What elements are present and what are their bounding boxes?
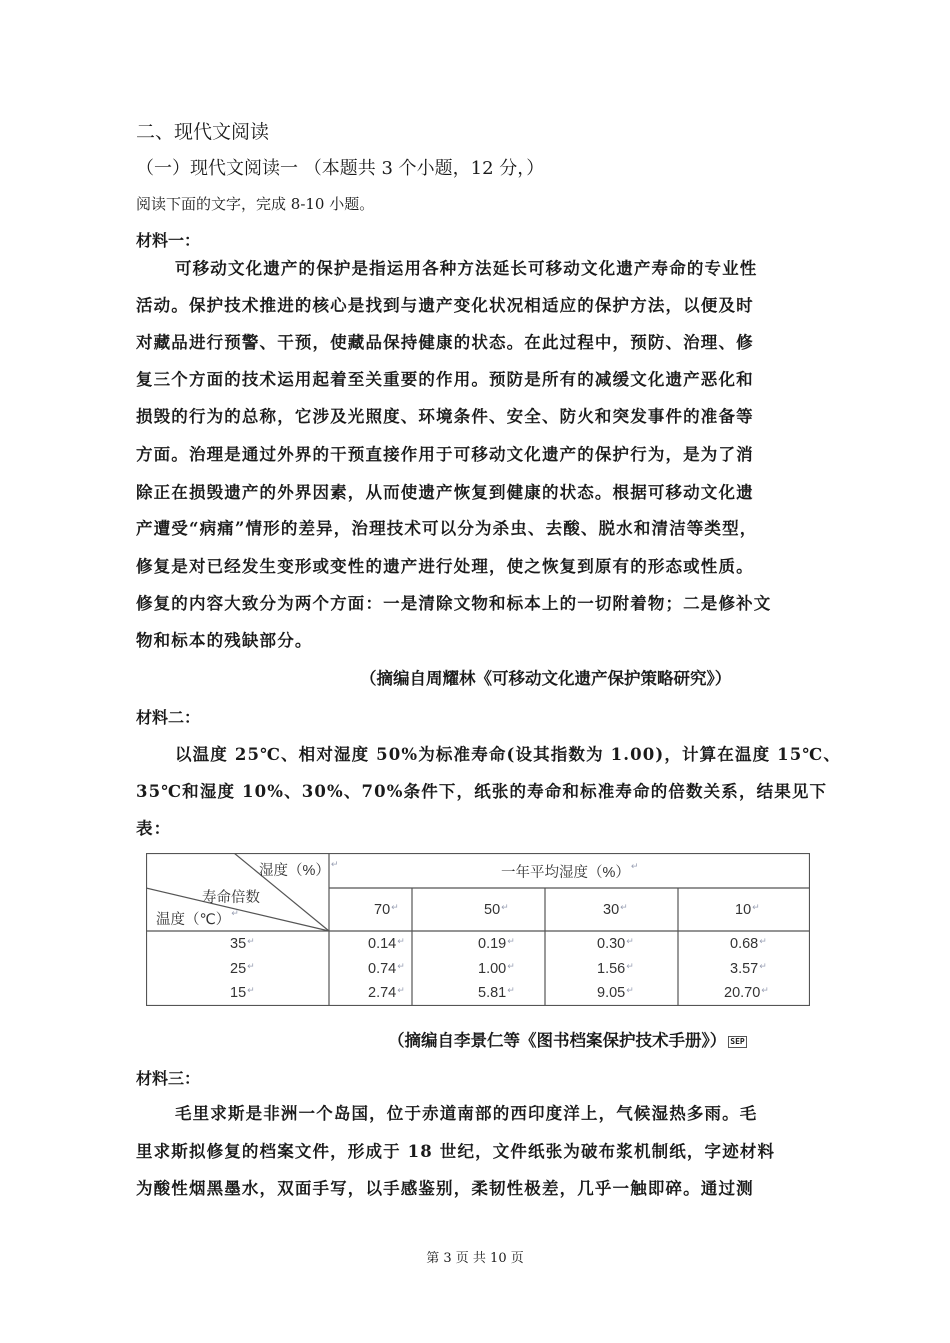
material1-label: 材料一： [136, 231, 201, 250]
paper-life-table [146, 853, 810, 1006]
temp-cell: 15↵ [230, 985, 255, 1001]
material3-line: 里求斯拟修复的档案文件，形成于 18 世纪，文件纸张为破布浆机制纸，字迹材料 [136, 1142, 776, 1161]
material1-line: 方面。治理是通过外界的干预直接作用于可移动文化遗产的保护行为，是为了消 [136, 445, 754, 464]
material1-line: 产遭受“病痛”情形的差异，治理技术可以分为杀虫、去酸、脱水和清洁等类型， [136, 519, 758, 538]
material2-line: 表： [136, 819, 172, 838]
material3-line: 为酸性烟黑墨水，双面手写，以手感鉴别，柔韧性极差，几乎一触即碎。通过测 [136, 1179, 754, 1198]
material3-label: 材料三： [136, 1069, 201, 1088]
table-value: 0.74↵ [368, 961, 405, 977]
material1-line: 可移动文化遗产的保护是指运用各种方法延长可移动文化遗产寿命的专业性 [175, 259, 758, 278]
humidity-col: 50↵ [484, 902, 509, 918]
material3-line: 毛里求斯是非洲一个岛国，位于赤道南部的西印度洋上，气候湿热多雨。毛 [175, 1104, 758, 1123]
table-value: 9.05↵ [597, 985, 634, 1001]
table-value: 2.74↵ [368, 985, 405, 1001]
humidity-col: 70↵ [374, 902, 399, 918]
table-value: 20.70↵ [724, 985, 769, 1001]
temp-cell: 25↵ [230, 961, 255, 977]
table-value: 1.00↵ [478, 961, 515, 977]
diag-humidity-label: 湿度（%）↵ [259, 859, 339, 879]
material1-line: 修复的内容大致分为两个方面：一是清除文物和标本上的一切附着物；二是修补文 [136, 594, 772, 613]
material2-line: 以温度 25℃、相对湿度 50%为标准寿命(设其指数为 1.00)，计算在温度 15℃、 [175, 745, 841, 764]
material1-line: 损毁的行为的总称，它涉及光照度、环境条件、安全、防火和突发事件的准备等 [136, 407, 754, 426]
table-value: 0.19↵ [478, 936, 515, 952]
page-footer: 第 3 页 共 10 页 [426, 1251, 524, 1266]
diag-temp-label: 温度（℃）↵ [156, 908, 239, 928]
table-value: 5.81↵ [478, 985, 515, 1001]
section-title: 二、现代文阅读 [136, 121, 270, 143]
table-value: 0.68↵ [730, 936, 767, 952]
material1-line: 物和标本的残缺部分。 [136, 631, 313, 650]
table-value: 3.57↵ [730, 961, 767, 977]
material2-source: （摘编自李景仁等《图书档案保护技术手册》） SEP [388, 1031, 745, 1050]
material1-line: 活动。保护技术推进的核心是找到与遗产变化状况相适应的保护方法，以便及时 [136, 296, 754, 315]
temp-cell: 35↵ [230, 936, 255, 952]
table-grid [146, 853, 810, 1006]
material1-line: 除正在损毁遗产的外界因素，从而使遗产恢复到健康的状态。根据可移动文化遗 [136, 483, 754, 502]
table-value: 0.14↵ [368, 936, 405, 952]
table-value: 1.56↵ [597, 961, 634, 977]
table-value: 0.30↵ [597, 936, 634, 952]
humidity-col: 30↵ [603, 902, 628, 918]
subsection-title: （一）现代文阅读一 （本题共 3 个小题，12 分，） [136, 158, 545, 179]
material2-line: 35℃和湿度 10%、30%、70%条件下，纸张的寿命和标准寿命的倍数关系，结果见下 [136, 782, 828, 801]
material1-line: 复三个方面的技术运用起着至关重要的作用。预防是所有的减缓文化遗产恶化和 [136, 370, 754, 389]
diag-life-label: 寿命倍数 [202, 890, 260, 906]
material1-source: （摘编自周耀林《可移动文化遗产保护策略研究》） [360, 669, 732, 688]
humidity-col: 10↵ [735, 902, 760, 918]
material1-line: 修复是对已经发生变形或变性的遗产进行处理，使之恢复到原有的形态或性质。 [136, 557, 754, 576]
instruction: 阅读下面的文字，完成 8-10 小题。 [136, 195, 375, 213]
material1-line: 对藏品进行预警、干预，使藏品保持健康的状态。在此过程中，预防、治理、修 [136, 333, 754, 352]
sep-mark: SEP [730, 1036, 745, 1046]
group-header: 一年平均湿度（%）↵ [501, 861, 639, 881]
material2-label: 材料二： [136, 708, 201, 727]
